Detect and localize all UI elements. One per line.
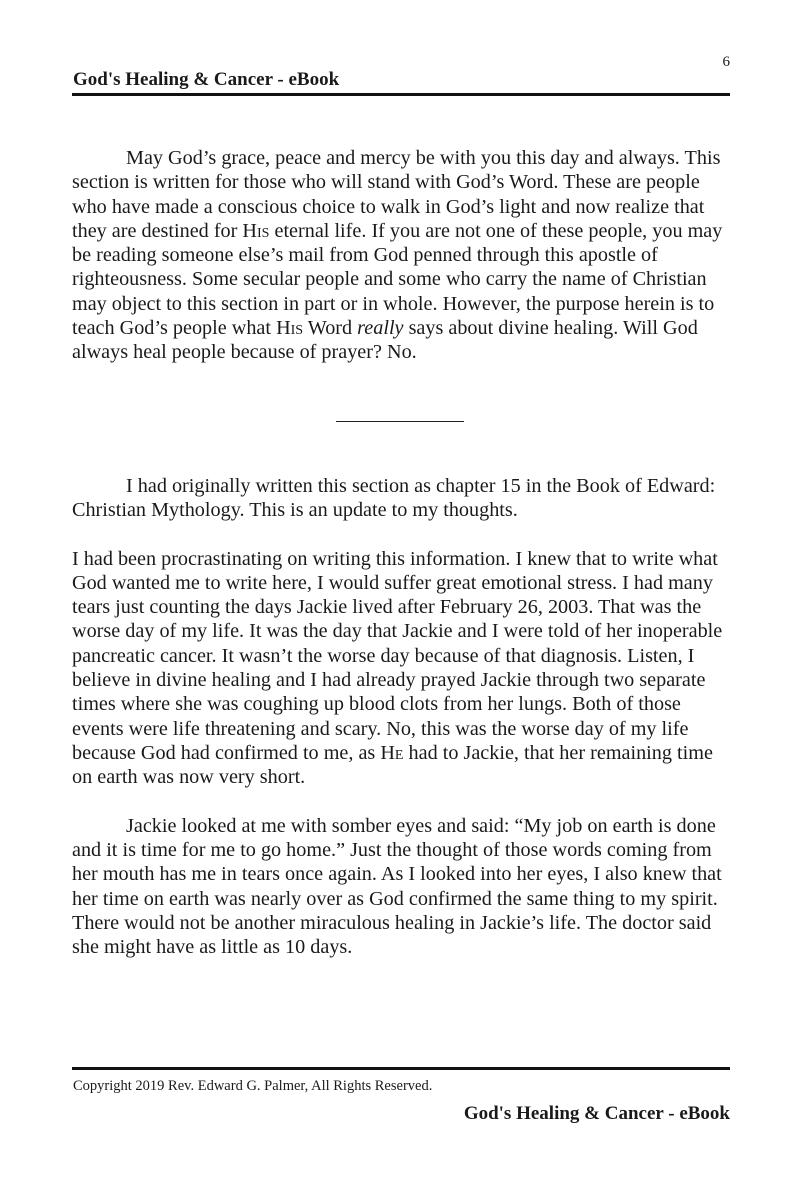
intro-text-a: May God’s grace, peace and mercy be with you this day and always. This section is written for those who will stand with God’s Word. These are people who have made a conscious choice to walk in God’s light and now realize that they are destined for — [72, 147, 721, 242]
intro-text-b: eternal life. If you are not one of these people, you may be reading someone else’s mail from God penned through this apostle of righteousness. Some secular people and some who carry the name of Christian may object to this section in part or in whole. However, the purpose herein is to teach God’s people what — [72, 219, 723, 340]
procrastinating-text-a: I had been procrastinating on writing this information. I knew that to write what God wanted me to write here, I would suffer great emotional stress. I had many tears just counting the days Jackie lived after February 26, 2003. That was the worse day of my life. It was the day that Jackie and I were told of her inoperable pancreatic cancer. It wasn’t the worse day because of that diagnosis. Listen, I believe in divine healing and I had already prayed Jackie through two separate times where she was coughing up blood clots from her lungs. Both of those events were life threatening and scary. No, this was the worse day of my life because God had confirmed to me, as — [72, 547, 723, 764]
page-number: 6 — [722, 54, 730, 70]
document-body — [72, 146, 732, 960]
he-smallcaps: He — [380, 741, 404, 764]
paragraph-origin: I had originally written this section as chapter 15 in the Book of Edward: Christian Mythology. This is an update to my thoughts. — [72, 474, 716, 521]
intro-text-c: Word — [303, 317, 358, 340]
footer-title: God's Healing & Cancer - eBook — [463, 1103, 730, 1124]
header-rule — [72, 93, 730, 96]
paragraph-procrastinating — [72, 547, 732, 790]
header-title: God's Healing & Cancer - eBook — [73, 69, 340, 90]
intro-text-d: says about divine healing. Will God always heal people because of prayer? No. — [72, 317, 698, 364]
his-smallcaps-2: His — [276, 317, 304, 340]
procrastinating-text-b: had to Jackie, that her remaining time on earth was now very short. — [72, 741, 713, 789]
really-italic: really — [357, 317, 404, 340]
paragraph-intro — [72, 146, 732, 365]
copyright-notice: Copyright 2019 Rev. Edward G. Palmer, All Rights Reserved. — [73, 1078, 433, 1094]
paragraph-jackie: Jackie looked at me with somber eyes and said: “My job on earth is done and it is time for me to go home.” Just the thought of those words coming from her mouth has me in tears once again. As I looked into her eyes, I also knew that her time on earth was nearly over as God confirmed the same thing to my spirit. There would not be another miraculous healing in Jackie’s life. The doctor said she might have as little as 10 days. — [72, 814, 722, 959]
footer-rule — [72, 1067, 730, 1070]
his-smallcaps-1: His — [242, 219, 270, 242]
